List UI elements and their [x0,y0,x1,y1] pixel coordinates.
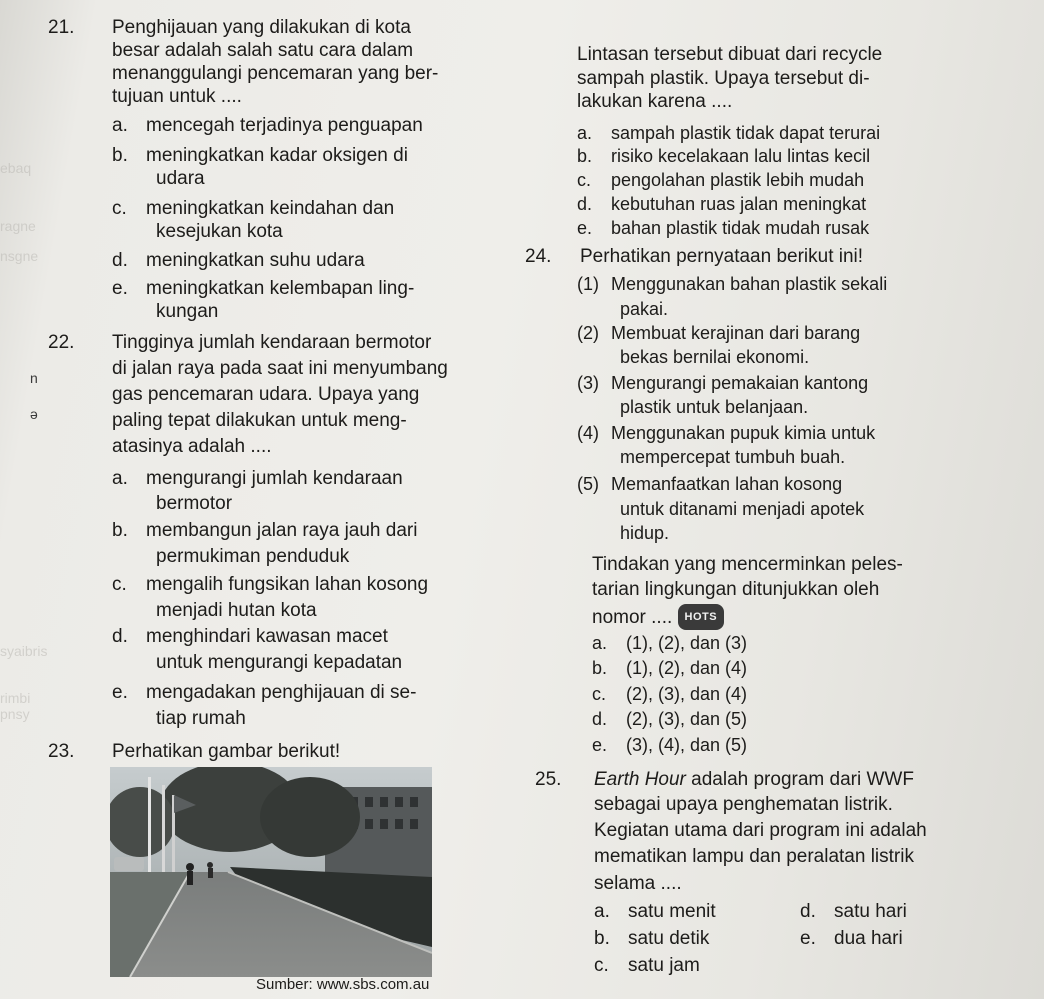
question-23-cont-line: Lintasan tersebut dibuat dari recycle [577,44,883,65]
option-text: meningkatkan suhu udara [146,250,365,271]
statement-text: Menggunakan pupuk kimia untuk [611,423,876,443]
statement-1-cont: pakai. [620,299,669,319]
question-25-stem-line: Kegiatan utama dari program ini adalah [594,820,927,841]
option-text: sampah plastik tidak dapat terurai [611,123,881,143]
statement-text: Menggunakan bahan plastik sekali [611,274,888,294]
option-21c[interactable] [112,198,394,220]
option-text: menghindari kawasan macet [146,626,388,647]
statement-2 [577,322,860,344]
question-25-stem-first [594,769,914,791]
option-text: mengalih fungsikan lahan kosong [146,574,429,595]
statement-3 [577,372,868,394]
statement-text: Membuat kerajinan dari barang [611,323,861,343]
option-letter: c. [112,198,127,219]
option-23c[interactable] [577,169,864,191]
statement-4 [577,422,875,444]
option-letter: a. [577,123,593,143]
option-24b[interactable] [592,657,747,679]
option-25b[interactable] [594,928,709,950]
option-letter: a. [112,468,128,489]
option-22c[interactable] [112,574,428,596]
option-text: satu menit [628,901,716,922]
option-letter: d. [112,250,128,271]
photo-caption: Sumber: www.sbs.com.au [256,976,430,993]
option-23a[interactable] [577,122,880,144]
option-letter: d. [112,626,128,647]
option-21a[interactable] [112,115,423,137]
option-text: dua hari [834,928,903,949]
statement-5 [577,473,842,495]
statement-5-cont: hidup. [620,523,670,543]
question-22-stem-line: atasinya adalah .... [112,436,272,457]
option-text: satu jam [628,955,700,976]
option-letter: c. [112,574,127,595]
option-letter: d. [577,194,593,214]
question-25-stem-line: selama .... [594,873,682,894]
option-22d-cont: untuk mengurangi kepadatan [156,652,403,673]
option-letter: d. [592,709,608,729]
hots-badge: HOTS [678,604,725,630]
question-23-number: 23. [48,741,75,762]
option-22a-cont: bermotor [156,493,233,514]
option-text: mengadakan penghijauan di se- [146,682,417,703]
option-text: meningkatkan kadar oksigen di [146,145,408,166]
option-21c-cont: kesejukan kota [156,221,283,242]
question-23-stem: Perhatikan gambar berikut! [112,741,341,762]
option-22b-cont: permukiman penduduk [156,546,350,567]
statement-number: (1) [577,274,599,294]
question-22-number: 22. [48,332,75,353]
option-25a[interactable] [594,901,716,923]
option-21d[interactable] [112,250,365,272]
option-letter: e. [577,218,593,238]
question-21-number: 21. [48,17,75,38]
option-text: meningkatkan kelembapan ling- [146,278,415,299]
option-21e[interactable] [112,278,414,300]
question-24-prompt-text: nomor .... [592,607,673,628]
option-letter: e. [112,278,128,299]
option-24c[interactable] [592,683,747,705]
statement-number: (3) [577,373,599,393]
question-21-stem-line: tujuan untuk .... [112,86,242,107]
option-letter: c. [577,170,592,190]
option-24d[interactable] [592,708,747,730]
option-25d[interactable] [800,901,907,923]
option-text: risiko kecelakaan lalu lintas kecil [611,146,871,166]
question-25-stem-rest: adalah program dari WWF [685,769,914,790]
statement-5-cont: untuk ditanami menjadi apotek [620,499,865,519]
bike-path-photo [110,767,432,977]
statement-number: (4) [577,423,599,443]
option-21b-cont: udara [156,168,205,189]
option-22a[interactable] [112,468,403,490]
statement-number: (2) [577,323,599,343]
option-letter: a. [112,115,128,136]
statement-text: Mengurangi pemakaian kantong [611,373,869,393]
option-letter: b. [112,520,128,541]
option-letter: c. [594,955,609,976]
question-24-stem: Perhatikan pernyataan berikut ini! [580,246,864,267]
option-text: mencegah terjadinya penguapan [146,115,423,136]
statement-number: (5) [577,474,599,494]
question-25-stem-line: mematikan lampu dan peralatan listrik [594,846,914,867]
question-22-stem-line: Tingginya jumlah kendaraan bermotor [112,332,432,353]
question-23-cont-line: lakukan karena .... [577,91,733,112]
option-text: satu hari [834,901,907,922]
option-22e-cont: tiap rumah [156,708,246,729]
option-21b[interactable] [112,145,408,167]
option-letter: d. [800,901,816,922]
option-25c[interactable] [594,955,700,977]
option-24a[interactable] [592,632,747,654]
statement-3-cont: plastik untuk belanjaan. [620,397,809,417]
option-text: (2), (3), dan (4) [626,684,748,704]
earth-hour-term: Earth Hour [594,769,686,790]
option-text: satu detik [628,928,710,949]
option-text: (2), (3), dan (5) [626,709,748,729]
option-text: (3), (4), dan (5) [626,735,748,755]
question-25-number: 25. [535,769,562,790]
option-letter: a. [594,901,610,922]
option-letter: a. [592,633,608,653]
option-23b[interactable] [577,145,870,167]
option-text: kebutuhan ruas jalan meningkat [611,194,867,214]
option-text: mengurangi jumlah kendaraan [146,468,403,489]
option-letter: b. [577,146,593,166]
statement-text: Memanfaatkan lahan kosong [611,474,843,494]
option-22c-cont: menjadi hutan kota [156,600,317,621]
question-21-stem-line: besar adalah salah satu cara dalam [112,40,414,61]
option-25e[interactable] [800,928,903,950]
option-text: membangun jalan raya jauh dari [146,520,418,541]
option-22e[interactable] [112,682,416,704]
statement-4-cont: mempercepat tumbuh buah. [620,447,846,467]
option-24e[interactable] [592,734,747,756]
question-25-stem-line: sebagai upaya penghematan listrik. [594,794,893,815]
option-text: bahan plastik tidak mudah rusak [611,218,870,238]
textbook-page: ebaq ragne nsgne syaibris rimbi pnsy n ə 21. Penghijauan yang dilakukan di kota besar adalah salah satu cara dalam menanggulangi pencemaran yang ber- tujuan untuk .... a. mencegah terjadinya penguapan b. meningkatkan kadar oksigen di udara c. meningkatkan keindahan dan kesejukan kota d. meningkatkan suhu udara e. meningkatkan kelembapan ling- kungan 22. Tingginya jumlah kendaraan bermotor di jalan raya pada saat ini menyumbang gas pencemaran udara. Upaya yang paling tepat dilakukan untuk meng- atasinya adalah .... a. mengurangi jumlah kendaraan bermotor b. membangun jalan raya jauh dari permukiman penduduk c. mengalih fungsikan lahan kosong menjadi hutan kota d. menghindari kawasan macet untuk mengurangi kepadatan e. mengadakan penghijauan di se- tiap rumah 23. Perhatikan gambar berikut! Sumber: www.sbs.com.au Lintasan tersebut dibuat dari recycle sampah plastik. Upaya tersebut di- lakukan karena .... a. sampah plastik tidak dapat terurai b. risiko kecelakaan lalu lintas kecil c. pengolahan plastik lebih mudah d. kebutuhan ruas jalan meningkat e. bahan plastik tidak mudah rusak 24. Perhatikan pernyataan berikut ini! (1) Menggunakan bahan plastik sekali pakai. (2) Membuat kerajinan dari barang bekas bernilai ekonomi. (3) Mengurangi pemakaian kantong plastik untuk belanjaan. (4) Menggunakan pupuk kimia untuk mempercepat tumbuh buah. (5) Memanfaatkan lahan kosong untuk ditanami menjadi apotek hidup. Tindakan yang mencerminkan peles- tarian lingkungan ditunjukkan oleh nomor .... HOTS a. (1), (2), dan (3) b. (1), (2), dan (4) c. (2), (3), dan (4) d. (2), (3), dan (5) e. (3), (4), dan (5) 25. Earth Hour adalah program dari WWF sebagai upaya penghematan listrik. Kegiatan utama dari program ini adalah mematikan lampu dan peralatan listrik selama .... a. satu menit b. satu detik c. satu jam d. satu hari e. dua hari [0,0,1044,999]
question-24-prompt-line: tarian lingkungan ditunjukkan oleh [592,579,880,600]
option-text: (1), (2), dan (4) [626,658,748,678]
option-letter: c. [592,684,607,704]
option-letter: e. [800,928,816,949]
question-22-stem-line: paling tepat dilakukan untuk meng- [112,410,407,431]
option-letter: e. [112,682,128,703]
option-22b[interactable] [112,520,417,542]
option-23e[interactable] [577,217,869,239]
question-21-stem-line: Penghijauan yang dilakukan di kota [112,17,411,38]
option-text: meningkatkan keindahan dan [146,198,395,219]
question-22-stem-line: gas pencemaran udara. Upaya yang [112,384,420,405]
option-21e-cont: kungan [156,301,219,322]
option-text: pengolahan plastik lebih mudah [611,170,865,190]
question-24-number: 24. [525,246,552,267]
question-21-stem-line: menanggulangi pencemaran yang ber- [112,63,439,84]
statement-2-cont: bekas bernilai ekonomi. [620,347,810,367]
option-letter: e. [592,735,608,755]
question-24-prompt-line [592,604,724,630]
option-letter: b. [592,658,608,678]
option-letter: b. [112,145,128,166]
statement-1 [577,273,887,295]
question-24-prompt-line: Tindakan yang mencerminkan peles- [592,554,903,575]
question-22-stem-line: di jalan raya pada saat ini menyumbang [112,358,448,379]
option-22d[interactable] [112,626,388,648]
question-23-cont-line: sampah plastik. Upaya tersebut di- [577,68,870,89]
option-23d[interactable] [577,193,866,215]
bike-path-illustration [110,767,432,977]
option-letter: b. [594,928,610,949]
option-text: (1), (2), dan (3) [626,633,748,653]
